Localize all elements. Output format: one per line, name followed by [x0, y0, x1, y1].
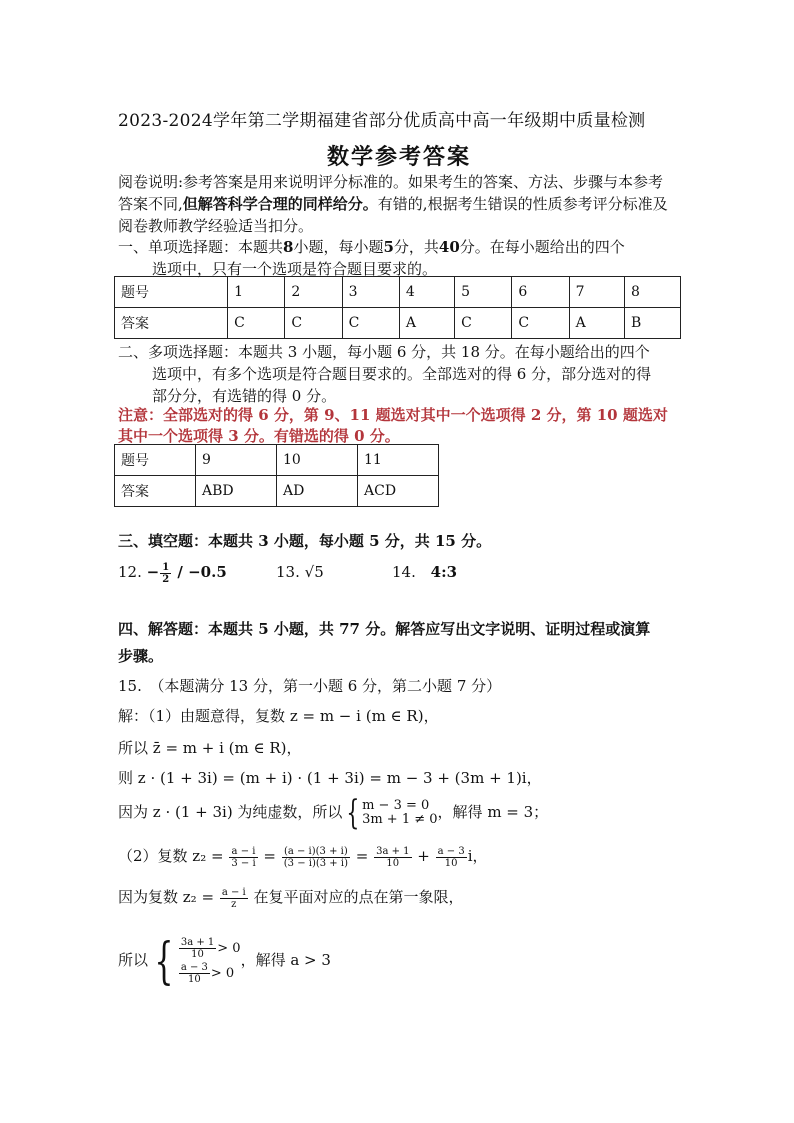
section1-heading-a: 一、单项选择题：本题共 — [118, 238, 284, 256]
section1-heading-line2: 选项中，只有一个选项是符合题目要求的。 — [152, 260, 438, 278]
fraction — [229, 846, 257, 869]
table-cell: 答案 — [115, 308, 228, 339]
inequality-1 — [178, 937, 241, 960]
q12-fraction — [160, 562, 171, 585]
solution-line-1: 解：（1）由题意得，复数 z = m − i (m ∈ R)， — [118, 707, 439, 725]
fraction — [282, 846, 350, 869]
table-row — [115, 476, 439, 507]
numerator: 3a + 1 — [180, 937, 215, 948]
imaginary-unit: i， — [467, 847, 488, 865]
table-cell: C — [455, 308, 512, 339]
table-row — [115, 308, 681, 339]
denominator: 10 — [444, 857, 458, 869]
first-quadrant-text: 在复平面对应的点在第一象限， — [253, 888, 464, 906]
table-cell: ABD — [196, 476, 277, 507]
table-cell: 6 — [512, 277, 569, 308]
table-cell: 2 — [285, 277, 342, 308]
q14-value: 4:3 — [430, 563, 458, 581]
solution-line-7-result: ，解得 a > 3 — [240, 951, 331, 969]
table-cell: AD — [277, 476, 358, 507]
solution-line-2: 所以 z̄ = m + i (m ∈ R)， — [118, 739, 302, 757]
section2-note-line1: 注意：全部选对的得 6 分，第 9、11 题选对其中一个选项得 2 分，第 10 题选对 — [118, 406, 668, 424]
table-cell: B — [625, 308, 681, 339]
section1-heading-b: 小题，每小题 — [293, 238, 384, 256]
q12-minus: − — [146, 563, 160, 581]
table-cell: 答案 — [115, 476, 196, 507]
table-cell: C — [342, 308, 399, 339]
q13-answer — [276, 561, 324, 583]
q13-value: √5 — [304, 563, 324, 581]
solution-line-3: 则 z · (1 + 3i) = (m + i) · (1 + 3i) = m − 3 + (3m + 1)i， — [118, 769, 542, 787]
solution-line-5: （2）复数 z₂ = $\frac{a - i}{3 - i}$ = $\frac{(a - i)(3 + i)}{(3 - i)(3 + i)}$ = $\frac{3a + 1}{10}$ + $\frac{a - 3}{10}$ i， — [118, 845, 488, 869]
numerator: (a − i)(3 + i) — [282, 846, 350, 858]
table-cell: 7 — [569, 277, 624, 308]
section4-heading-line2: 步骤。 — [118, 647, 164, 665]
therefore-text: 所以 — [118, 951, 149, 969]
denominator: 10 — [187, 974, 201, 985]
denominator: (3 − i)(3 + i) — [283, 857, 348, 869]
table-cell: 8 — [625, 277, 681, 308]
q12-denominator: 2 — [162, 573, 170, 585]
table-cell: C — [228, 308, 285, 339]
table-cell: 题号 — [115, 445, 196, 476]
solution-line-4-result: ，解得 m = 3； — [437, 803, 549, 821]
instructions-suffix: 有错的,根据考生错误的性质参考评分标准及阅卷教师教学经验适当扣分。 — [118, 195, 668, 235]
table-cell: C — [512, 308, 569, 339]
numerator: a − 3 — [437, 845, 465, 857]
denominator: z — [231, 898, 237, 910]
table-cell: 1 — [228, 277, 285, 308]
fraction — [436, 846, 467, 869]
q14-answer — [392, 561, 457, 583]
section1-count: 8 — [283, 238, 294, 256]
inequality-system — [178, 937, 241, 985]
brace-symbol: { — [346, 793, 360, 833]
table-cell: 题号 — [115, 277, 228, 308]
table-cell: C — [285, 308, 342, 339]
table-cell: 11 — [358, 445, 439, 476]
brace-symbol: { — [154, 932, 174, 990]
equation-system — [362, 799, 437, 827]
solution-line-4 — [118, 793, 549, 833]
section2-answer-table — [114, 444, 439, 507]
section2-note-line2: 其中一个选项得 3 分。有错选的得 0 分。 — [118, 427, 400, 445]
q13-label: 13. — [276, 563, 300, 581]
table-cell: A — [569, 308, 624, 339]
instructions-bold: 但解答科学合理的同样给分。 — [182, 195, 378, 213]
z2-definition: （2）复数 z₂ = — [118, 847, 224, 865]
solution-line-6 — [118, 886, 464, 910]
page-title: 数学参考答案 — [327, 144, 472, 170]
inequality-rhs: > 0 — [217, 941, 241, 956]
q12-alt-answer: / −0.5 — [172, 563, 227, 581]
denominator: 10 — [386, 857, 400, 869]
table-cell: 10 — [277, 445, 358, 476]
q12-numerator: 1 — [162, 561, 170, 573]
section1-heading-d: 分。在每小题给出的四个 — [459, 238, 625, 256]
section2-heading-line2: 选项中，有多个选项是符合题目要求的。全部选对的得 6 分，部分选对的得 — [152, 365, 652, 383]
section1-total: 40 — [438, 238, 460, 256]
q15-title: 15. （本题满分 13 分，第一小题 6 分，第二小题 7 分） — [118, 677, 502, 695]
z2-expression: 因为复数 z₂ = — [118, 888, 215, 906]
fraction — [179, 962, 210, 985]
section1-heading-c: 分，共 — [393, 238, 439, 256]
denominator: 10 — [191, 949, 204, 960]
solution-line-7 — [118, 932, 331, 990]
fraction — [179, 937, 216, 960]
grading-instructions — [118, 171, 678, 237]
section4-heading-line1: 四、解答题：本题共 5 小题，共 77 分。解答应写出文字说明、证明过程或演算 — [118, 620, 651, 638]
numerator: a − i — [229, 846, 257, 858]
numerator: 3a + 1 — [376, 845, 410, 857]
exam-title: 2023-2024学年第二学期福建省部分优质高中高一年级期中质量检测 — [118, 111, 646, 131]
table-cell: A — [399, 308, 454, 339]
section3-heading: 三、填空题：本题共 3 小题，每小题 5 分，共 15 分。 — [118, 532, 492, 550]
equation-1: m − 3 = 0 — [362, 798, 430, 813]
section1-each: 5 — [383, 238, 394, 256]
q12-answer — [118, 561, 227, 585]
section1-answer-table — [114, 276, 681, 339]
table-cell: 9 — [196, 445, 277, 476]
table-cell: 4 — [399, 277, 454, 308]
table-cell: 5 — [455, 277, 512, 308]
table-cell: ACD — [358, 476, 439, 507]
section2-heading-line1: 二、多项选择题：本题共 3 小题，每小题 6 分，共 18 分。在每小题给出的四个 — [118, 343, 650, 361]
instructions-prefix: 阅卷说明:参考答案是用来说明评分标准的。如果考生的答案、方法、步骤与本参考答案不同, — [118, 173, 664, 213]
table-cell: 3 — [342, 277, 399, 308]
inequality-rhs: > 0 — [210, 966, 235, 981]
table-row — [115, 445, 439, 476]
fraction — [374, 846, 411, 869]
q12-label: 12. — [118, 563, 142, 581]
numerator: a − i — [221, 886, 246, 898]
q14-label: 14. — [392, 563, 416, 581]
numerator: a − 3 — [180, 962, 208, 973]
equation-2: 3m + 1 ≠ 0 — [362, 812, 438, 827]
solution-line-4-text: 因为 z · (1 + 3i) 为纯虚数，所以 — [118, 803, 343, 821]
table-row — [115, 277, 681, 308]
fraction — [220, 887, 248, 910]
inequality-2 — [178, 962, 241, 985]
section1-heading — [118, 236, 625, 258]
section2-heading-line3: 部分分，有选错的得 0 分。 — [152, 387, 337, 405]
denominator: 3 − i — [231, 857, 256, 869]
